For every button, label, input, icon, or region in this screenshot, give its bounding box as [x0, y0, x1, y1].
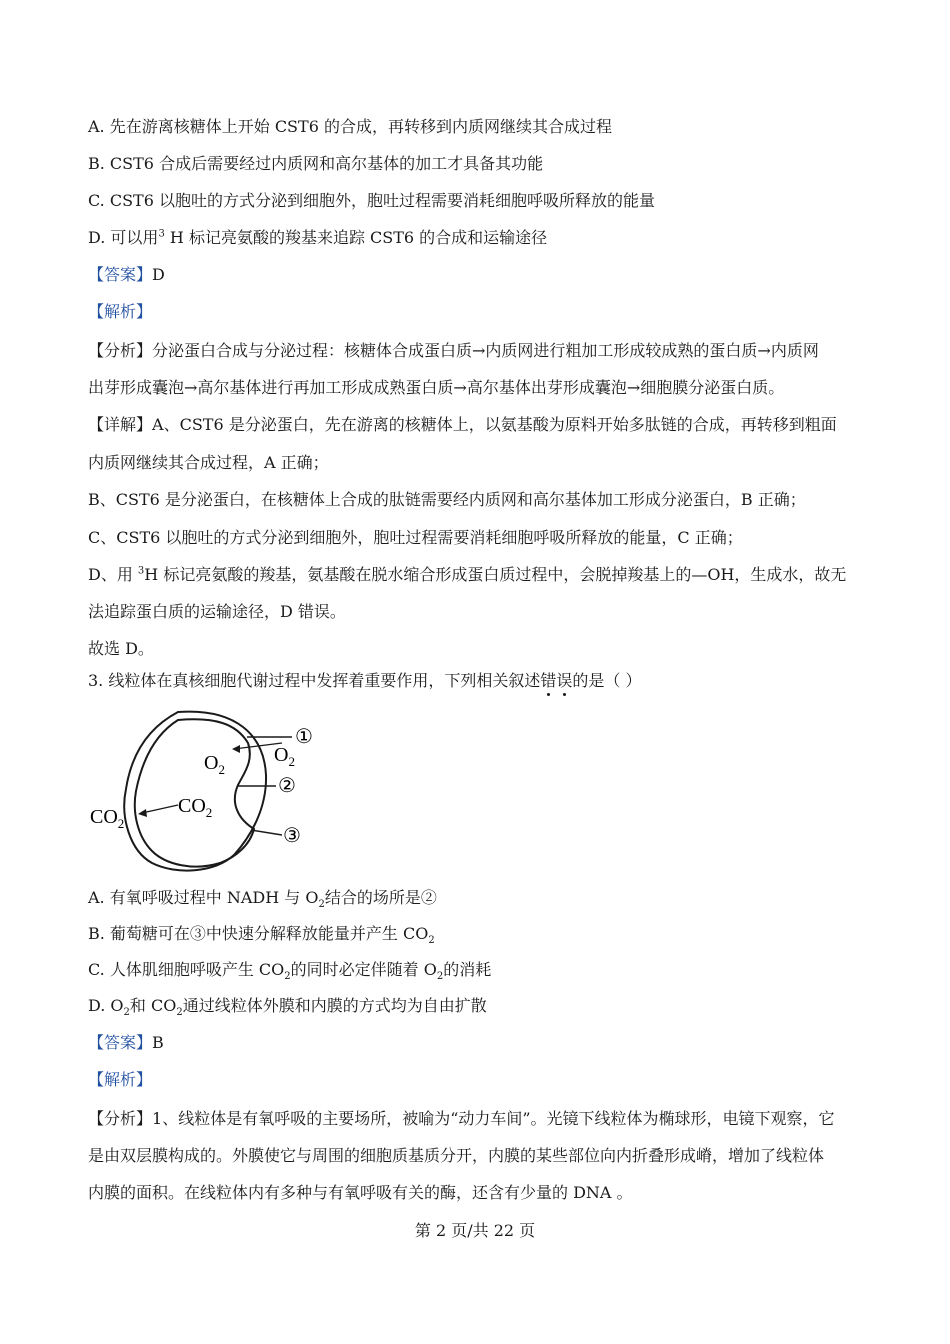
q2-detail-line-4: C、CST6 以胞吐的方式分泌到细胞外，胞吐过程需要消耗细胞呼吸所释放的能量，C 正确；	[88, 528, 743, 547]
emphasis-dot: 错	[540, 671, 557, 690]
q3-fenxi-line-3: 内膜的面积。在线粒体内有多种与有氧呼吸有关的酶，还含有少量的 DNA 。	[88, 1183, 633, 1202]
q3-answer: 【答案】B	[88, 1033, 164, 1052]
inner-membrane	[135, 719, 254, 866]
q3-option-b: B. 葡萄糖可在③中快速分解释放能量并产生 $CO_2$	[88, 924, 435, 947]
q2-detail-line-5: D、用 $^3$H 标记亮氨酸的羧基，氨基酸在脱水缩合形成蛋白质过程中，会脱掉羧基上的—OH，生成水，故无	[88, 565, 847, 584]
co2-outside-label: $CO_2$	[90, 806, 125, 831]
q2-answer: 【答案】D	[88, 265, 165, 284]
o2-inside-label: $O_2$	[204, 752, 225, 777]
answer-tag: 【答案】	[88, 265, 153, 284]
q3-fenxi-line-1: 【分析】1、线粒体是有氧呼吸的主要场所，被喻为“动力车间”。光镜下线粒体为椭球形，电镜下观察，它	[88, 1109, 835, 1128]
q3-option-c: C. 人体肌细胞呼吸产生 $CO_2$的同时必定伴随着 $O_2$的消耗	[88, 960, 492, 983]
q2-fenxi-line-1: 【分析】分泌蛋白合成与分泌过程：核糖体合成蛋白质→内质网进行粗加工形成较成熟的蛋白质→内质网	[88, 341, 819, 360]
q2-option-d: D. 可以用$^3$ H 标记亮氨酸的羧基来追踪 CST6 的合成和运输途径	[88, 228, 548, 247]
co2-inside-label: $CO_2$	[178, 795, 213, 820]
q3-option-d: D. $O_2$和 $CO_2$通过线粒体外膜和内膜的方式均为自由扩散	[88, 996, 487, 1019]
q3-analysis-heading: 【解析】	[88, 1070, 153, 1089]
label-2: ②	[278, 773, 296, 797]
q2-option-a: A. 先在游离核糖体上开始 CST6 的合成，再转移到内质网继续其合成过程	[88, 117, 612, 136]
answer-tag: 【答案】	[88, 1033, 153, 1052]
q3-option-a: A. 有氧呼吸过程中 NADH 与 $O_2$结合的场所是②	[88, 888, 437, 911]
q2-detail-line-2: 内质网继续其合成过程，A 正确；	[88, 453, 329, 472]
q2-conclusion: 故选 D。	[88, 639, 154, 658]
q2-analysis-heading: 【解析】	[88, 302, 153, 321]
q2-detail-line-6: 法追踪蛋白质的运输途径，D 错误。	[88, 602, 346, 621]
o2-outside-label: $O_2$	[274, 744, 295, 769]
q2-detail-line-3: B、CST6 是分泌蛋白，在核糖体上合成的肽链需要经内质网和高尔基体加工形成分泌蛋白，B 正确；	[88, 490, 806, 509]
label-1: ①	[295, 724, 313, 748]
q2-option-c: C. CST6 以胞吐的方式分泌到细胞外，胞吐过程需要消耗细胞呼吸所释放的能量	[88, 191, 655, 210]
q2-option-b: B. CST6 合成后需要经过内质网和高尔基体的加工才具备其功能	[88, 154, 544, 173]
mitochondrion-diagram	[86, 705, 326, 875]
page-footer: 第 2 页/共 22 页	[414, 1221, 536, 1240]
label-3: ③	[283, 823, 301, 847]
q3-fenxi-line-2: 是由双层膜构成的。外膜使它与周围的细胞质基质分开，内膜的某些部位向内折叠形成嵴，增加了线粒体	[88, 1146, 825, 1165]
emphasis-dot: 误	[556, 671, 573, 690]
q3-stem: 3. 线粒体在真核细胞代谢过程中发挥着重要作用，下列相关叙述错误的是（ ）	[88, 671, 642, 690]
q2-fenxi-line-2: 出芽形成囊泡→高尔基体进行再加工形成成熟蛋白质→高尔基体出芽形成囊泡→细胞膜分泌蛋白质。	[88, 378, 785, 397]
q2-detail-line-1: 【详解】A、CST6 是分泌蛋白，先在游离的核糖体上，以氨基酸为原料开始多肽链的合成，再转移到粗面	[88, 415, 837, 434]
